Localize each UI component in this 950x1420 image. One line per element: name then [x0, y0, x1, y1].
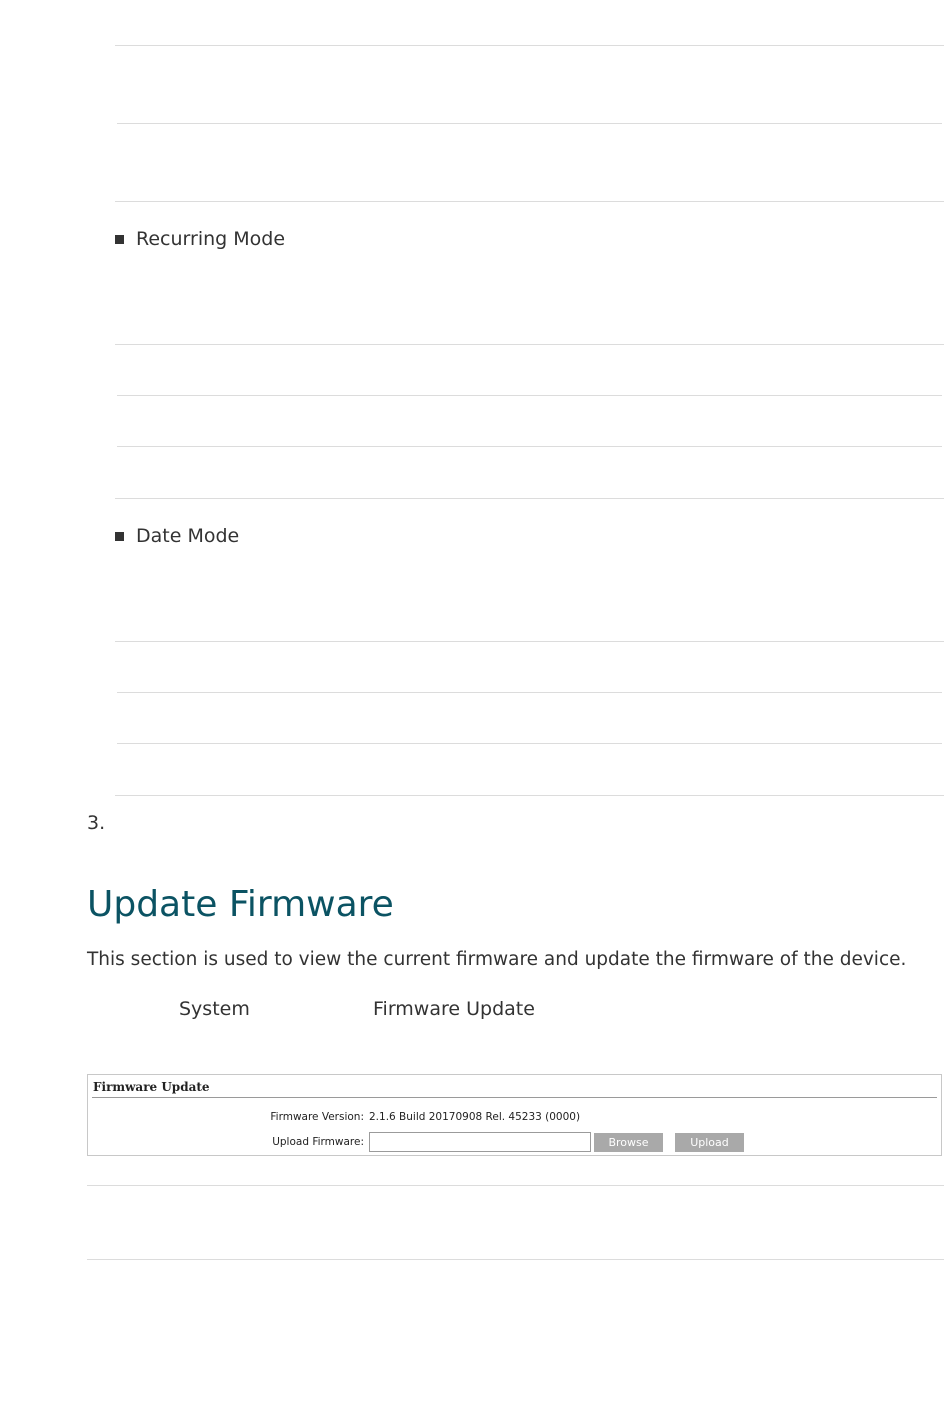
table-rule	[117, 395, 942, 396]
table-rule	[115, 201, 944, 202]
bullet-date-mode	[115, 525, 239, 547]
table-rule	[115, 498, 944, 499]
section-description: This section is used to view the current firmware and update the firmware of the device.	[87, 949, 907, 970]
bullet-square-icon	[115, 235, 124, 244]
upload-firmware-input[interactable]	[369, 1132, 591, 1152]
table-rule	[117, 123, 942, 124]
firmware-version-value: 2.1.6 Build 20170908 Rel. 45233 (0000)	[369, 1111, 581, 1123]
nav-path-firmware-update: Firmware Update	[373, 998, 535, 1020]
upload-firmware-label: Upload Firmware:	[272, 1136, 364, 1148]
upload-button[interactable]: Upload	[675, 1133, 744, 1152]
firmware-version-label: Firmware Version:	[270, 1111, 364, 1123]
table-rule	[115, 45, 944, 46]
table-rule	[115, 344, 944, 345]
table-rule	[117, 692, 942, 693]
bullet-recurring-mode	[115, 228, 285, 250]
nav-path-system: System	[179, 998, 250, 1020]
bullet-label: Recurring Mode	[136, 228, 286, 250]
table-rule	[117, 446, 942, 447]
section-title: Update Firmware	[87, 884, 394, 925]
table-rule	[115, 795, 944, 796]
table-rule	[87, 1259, 944, 1260]
panel-title: Firmware Update	[93, 1080, 210, 1094]
table-rule	[117, 743, 942, 744]
table-rule	[115, 641, 944, 642]
step-number: 3.	[87, 812, 106, 834]
table-rule	[87, 1185, 944, 1186]
browse-button[interactable]: Browse	[594, 1133, 663, 1152]
bullet-square-icon	[115, 532, 124, 541]
firmware-update-panel	[87, 1074, 942, 1156]
panel-divider	[92, 1097, 937, 1098]
bullet-label: Date Mode	[136, 525, 240, 547]
